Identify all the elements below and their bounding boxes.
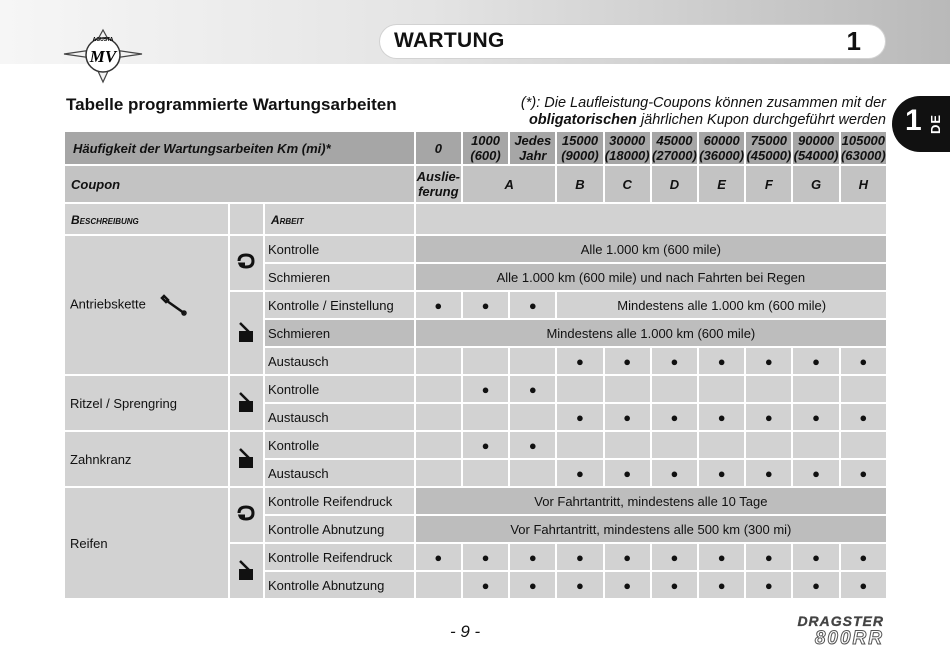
note-bold: obligatorischen [528, 112, 637, 128]
interval-yearly: Jedes Jahr [510, 132, 555, 164]
coupon-h: H [841, 166, 886, 202]
dot-mark: ● [652, 404, 697, 430]
dot-mark: ● [463, 544, 508, 570]
empty-cell [793, 432, 838, 458]
workshop-icon [230, 376, 263, 430]
empty-cell [463, 460, 508, 486]
interval-30000: 30000 (18000) [604, 133, 650, 163]
chapter-number: 1 [846, 26, 861, 56]
empty-cell [416, 376, 461, 402]
dot-mark: ● [841, 572, 886, 598]
mv-agusta-logo [62, 24, 144, 86]
dot-mark: ● [699, 460, 744, 486]
dot-mark: ● [699, 572, 744, 598]
activity-label: Kontrolle [265, 376, 414, 402]
component-antriebskette: Antriebskette [65, 236, 228, 374]
table-row [65, 236, 886, 262]
component-ritzel: Ritzel / Sprengring [65, 376, 228, 430]
coupon-g: G [793, 166, 838, 202]
dot-mark: ● [605, 348, 650, 374]
brand-line2: 800RR [814, 628, 884, 646]
dot-mark: ● [510, 376, 555, 402]
oil-can-icon [230, 488, 263, 542]
dot-mark: ● [510, 432, 555, 458]
dot-mark: ● [746, 460, 791, 486]
dot-mark: ● [463, 432, 508, 458]
empty-cell [510, 460, 555, 486]
dot-mark: ● [605, 544, 650, 570]
empty-cell [699, 376, 744, 402]
frequency-header-row [65, 132, 886, 164]
description-header-row [65, 204, 886, 234]
activity-label: Kontrolle Abnutzung [265, 572, 414, 598]
empty-cell [605, 376, 650, 402]
coupon-b: B [557, 166, 602, 202]
svg-text:AGUSTA: AGUSTA [92, 37, 114, 43]
svg-text:MV: MV [89, 47, 117, 66]
interval-1000: 1000 (600) [463, 132, 508, 164]
activity-label: Kontrolle / Einstellung [265, 292, 414, 318]
activity-label: Kontrolle [265, 432, 414, 458]
empty-cell [746, 432, 791, 458]
dot-mark: ● [510, 572, 555, 598]
dot-mark: ● [557, 572, 602, 598]
empty-cell [557, 376, 602, 402]
empty-cell [416, 432, 461, 458]
interval-span: Alle 1.000 km (600 mile) und nach Fahrten bei Regen [416, 264, 886, 290]
dot-mark: ● [510, 292, 555, 318]
activity-label: Kontrolle [265, 236, 414, 262]
dot-mark: ● [510, 544, 555, 570]
dot-mark: ● [699, 404, 744, 430]
dot-mark: ● [652, 572, 697, 598]
activity-label: Schmieren [265, 320, 414, 346]
activity-label: Austausch [265, 348, 414, 374]
page-title: WARTUNG [394, 29, 505, 52]
dot-mark: ● [463, 572, 508, 598]
title-box [380, 25, 885, 58]
empty-cell [841, 376, 886, 402]
interval-span: Vor Fahrtantritt, mindestens alle 10 Tage [416, 488, 886, 514]
dot-mark: ● [557, 544, 602, 570]
workshop-icon [230, 432, 263, 486]
dot-mark: ● [746, 572, 791, 598]
note-line2: jährlichen Kupon durchgeführt werden [636, 112, 886, 128]
dot-mark: ● [746, 544, 791, 570]
coupon-f: F [746, 166, 791, 202]
description-label: Beschreibung [65, 204, 228, 234]
dot-mark: ● [793, 544, 838, 570]
activity-label: Kontrolle Reifendruck [265, 544, 414, 570]
dot-mark: ● [416, 292, 461, 318]
empty-cell [416, 404, 461, 430]
dot-mark: ● [557, 348, 602, 374]
empty-cell [463, 348, 508, 374]
dot-mark: ● [605, 460, 650, 486]
dot-mark: ● [652, 460, 697, 486]
page-number: - 9 - [450, 622, 481, 641]
activity-label: Austausch [265, 460, 414, 486]
dot-mark: ● [746, 404, 791, 430]
empty-cell [557, 432, 602, 458]
interval-45000: 45000 (27000) [652, 133, 697, 163]
dot-mark: ● [746, 348, 791, 374]
interval-105000: 105000 (63000) [840, 133, 886, 163]
empty-cell [652, 376, 697, 402]
workshop-icon [230, 544, 263, 598]
empty-cell [793, 376, 838, 402]
tab-number: 1 [905, 104, 922, 137]
dot-mark: ● [605, 572, 650, 598]
activity-label: Schmieren [265, 264, 414, 290]
dot-mark: ● [841, 348, 886, 374]
empty-cell [510, 348, 555, 374]
dragster-logo [712, 612, 888, 646]
coupon-e: E [699, 166, 744, 202]
interval-span: Mindestens alle 1.000 km (600 mile) [416, 320, 886, 346]
dot-mark: ● [841, 544, 886, 570]
interval-span: Mindestens alle 1.000 km (600 mile) [557, 292, 886, 318]
dot-mark: ● [841, 460, 886, 486]
wrench-icon [160, 294, 190, 316]
maintenance-table [63, 130, 888, 600]
table-heading: Tabelle programmierte Wartungsarbeiten [66, 95, 397, 114]
oil-can-icon [230, 236, 263, 290]
coupon-c: C [605, 166, 650, 202]
tab-language: DE [928, 113, 943, 134]
dot-mark: ● [416, 544, 461, 570]
desc-blank [230, 204, 263, 234]
coupon-a: A [463, 166, 555, 202]
dot-mark: ● [841, 404, 886, 430]
coupon-label: Coupon [65, 166, 414, 202]
empty-cell [605, 432, 650, 458]
activity-label: Kontrolle Abnutzung [265, 516, 414, 542]
dot-mark: ● [652, 348, 697, 374]
empty-cell [510, 404, 555, 430]
dot-mark: ● [605, 404, 650, 430]
dot-mark: ● [793, 460, 838, 486]
workshop-icon [230, 292, 263, 374]
interval-60000: 60000 (36000) [699, 133, 745, 163]
dot-mark: ● [557, 460, 602, 486]
component-zahnkranz: Zahnkranz [65, 432, 228, 486]
dot-mark: ● [793, 348, 838, 374]
empty-cell [652, 432, 697, 458]
activity-label: Kontrolle Reifendruck [265, 488, 414, 514]
activity-label: Austausch [265, 404, 414, 430]
table-row [65, 488, 886, 514]
dot-mark: ● [699, 348, 744, 374]
note-line1: (*): Die Laufleistung-Coupons können zusammen mit der [520, 95, 886, 111]
dot-mark: ● [793, 572, 838, 598]
interval-90000: 90000 (54000) [793, 133, 839, 163]
table-row [65, 432, 886, 458]
empty-cell [463, 404, 508, 430]
interval-0: 0 [416, 132, 461, 164]
empty-cell [416, 348, 461, 374]
component-reifen: Reifen [65, 488, 228, 598]
empty-cell [416, 460, 461, 486]
dot-mark: ● [463, 376, 508, 402]
coupon-d: D [652, 166, 697, 202]
coupon-note [521, 95, 886, 129]
interval-15000: 15000 (9000) [557, 132, 602, 164]
table-row [65, 376, 886, 402]
coupon-row [65, 166, 886, 202]
empty-cell [699, 432, 744, 458]
dot-mark: ● [699, 544, 744, 570]
empty-cell [416, 572, 461, 598]
empty-cell [841, 432, 886, 458]
desc-empty [416, 204, 886, 234]
interval-span: Vor Fahrtantritt, mindestens alle 500 km (300 mi) [416, 516, 886, 542]
coupon-delivery: Auslie- ferung [416, 166, 461, 202]
brand-line1: DRAGSTER [797, 613, 884, 629]
language-tab [892, 96, 950, 152]
dot-mark: ● [557, 404, 602, 430]
dot-mark: ● [652, 544, 697, 570]
frequency-label: Häufigkeit der Wartungsarbeiten Km (mi)* [65, 132, 414, 164]
interval-span: Alle 1.000 km (600 mile) [416, 236, 886, 262]
empty-cell [746, 376, 791, 402]
dot-mark: ● [793, 404, 838, 430]
dot-mark: ● [463, 292, 508, 318]
work-label: Arbeit [265, 204, 414, 234]
interval-75000: 75000 (45000) [746, 133, 792, 163]
